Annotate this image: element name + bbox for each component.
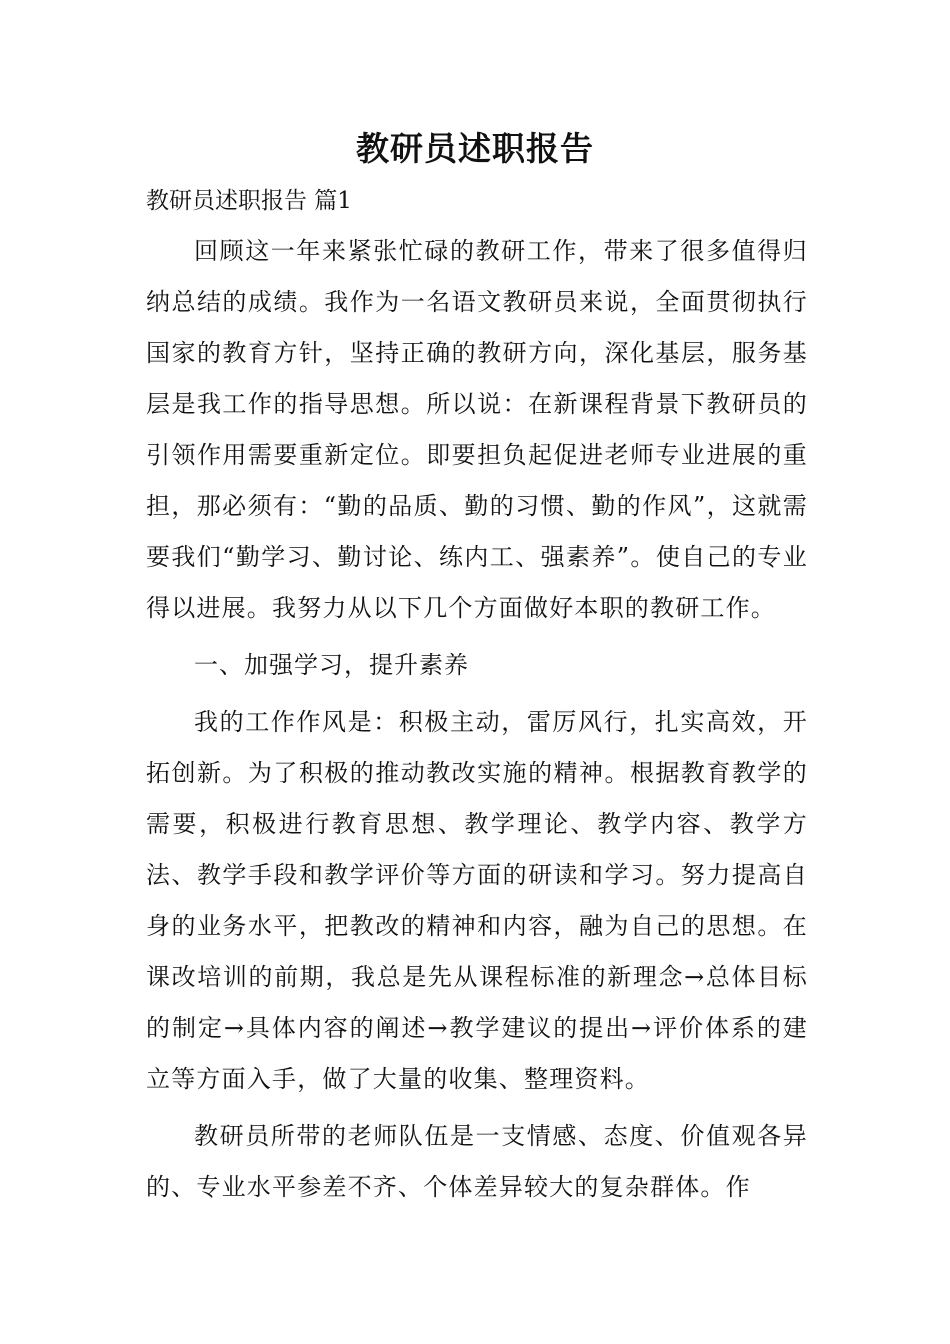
document-title: 教研员述职报告 [356,129,594,168]
paragraph-work-style: 我的工作作风是：积极主动，雷厉风行，扎实高效，开拓创新。为了积极的推动教改实施的精神。根据教育教学的需要，积极进行教育思想、教学理论、教学内容、教学方法、教学手段和教学评价等方面的研读和学习。努力提高自身的业务水平，把教改的精神和内容，融为自己的思想。在课改培训的前期，我总是先从课程标准的新理念→总体目标的制定→具体内容的阐述→教学建议的提出→评价体系的建立等方面入手，做了大量的收集、整理资料。 [146,708,808,1093]
paragraph-intro: 回顾这一年来紧张忙碌的教研工作，带来了很多值得归纳总结的成绩。我作为一名语文教研员来说，全面贯彻执行国家的教育方针，坚持正确的教研方向，深化基层，服务基层是我工作的指导思想。所以说：在新课程背景下教研员的引领作用需要重新定位。即要担负起促进老师专业进展的重担，那必须有：“勤的品质、勤的习惯、勤的作风”，这就需要我们“勤学习、勤讨论、练内工、强素养”。使自己的专业得以进展。我努力从以下几个方面做好本职的教研工作。 [146,237,808,622]
section-heading: 一、加强学习，提升素养 [194,651,469,679]
document-body [146,226,808,1219]
paragraph-teacher-team: 教研员所带的老师队伍是一支情感、态度、价值观各异的、专业水平参差不齐、个体差异较大的复杂群体。作 [146,1122,808,1201]
document-subtitle: 教研员述职报告 篇1 [146,188,352,214]
